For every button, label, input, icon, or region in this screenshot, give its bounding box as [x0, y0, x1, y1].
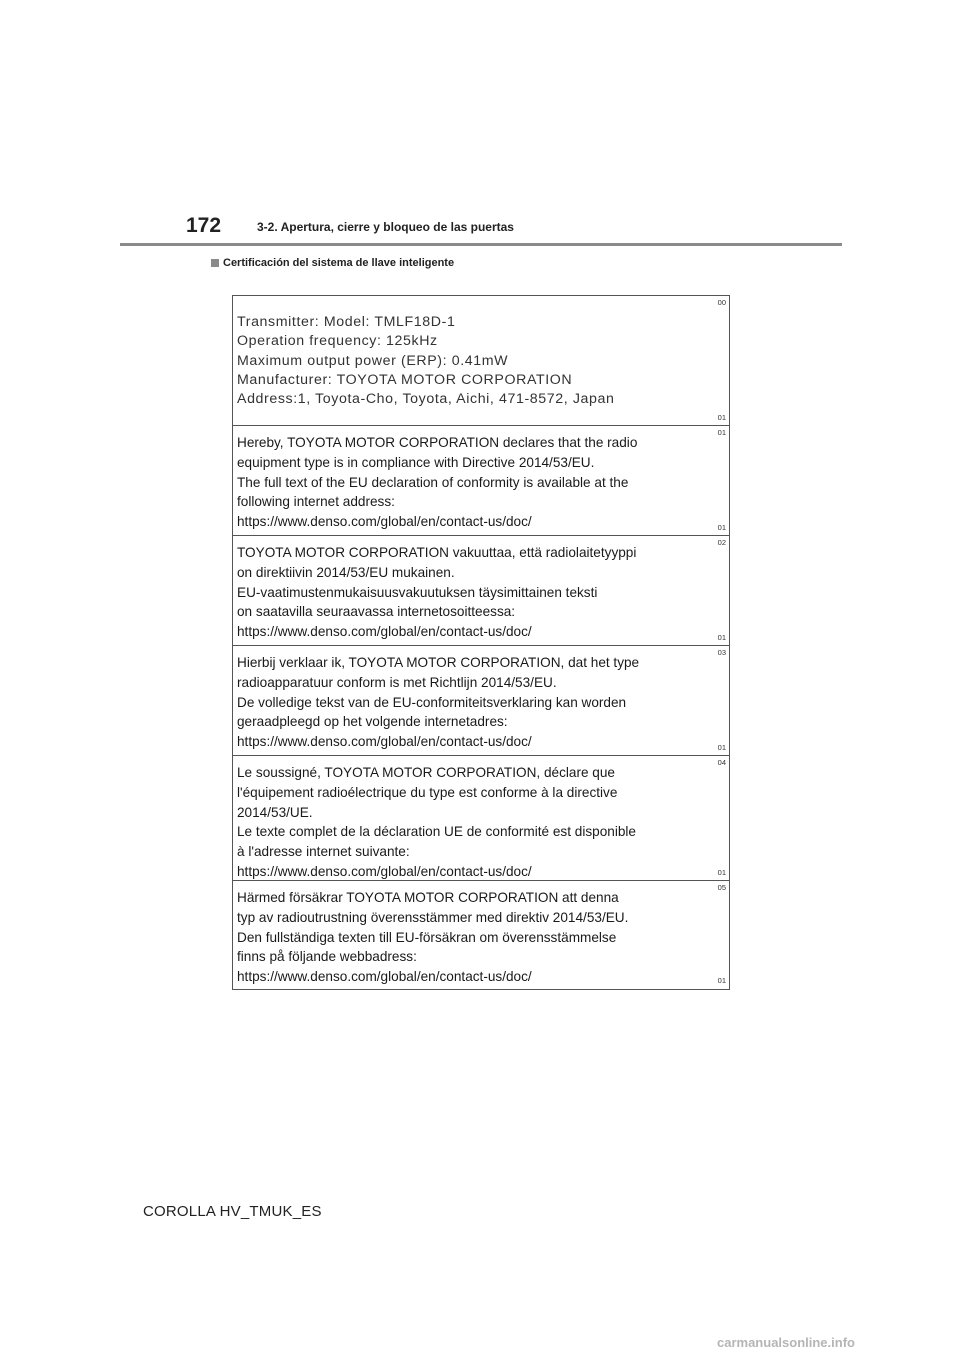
panel-text: TOYOTA MOTOR CORPORATION vakuuttaa, että radiolaitetyyppi on direktiivin 2014/53/EU mukainen. EU-vaatimustenmukaisuusvakuutuksen täysimittainen teksti on saatavilla seuraavassa internetosoitteessa: https://www.denso.com/global/en/contact-us/doc/ [237, 545, 637, 640]
watermark: carmanualsonline.info [717, 1335, 855, 1350]
square-bullet-icon [211, 259, 219, 267]
cert-panel-swedish [233, 880, 729, 988]
panel-code-top: 04 [717, 758, 726, 767]
panel-code-bottom: 01 [717, 523, 726, 532]
panel-code-bottom: 01 [717, 868, 726, 877]
cert-panel-finnish [233, 535, 729, 645]
panel-code-top: 05 [717, 883, 726, 892]
section-heading-label: Certificación del sistema de llave inteligente [223, 257, 455, 269]
header-rule [120, 243, 842, 246]
cert-panel-transmitter [233, 296, 729, 425]
panel-code-bottom: 01 [717, 633, 726, 642]
panel-text: Hierbij verklaar ik, TOYOTA MOTOR CORPORATION, dat het type radioapparatuur conform is met Richtlijn 2014/53/EU. De volledige tekst van de EU-conformiteitsverklaring kan worden geraadpleegd op het volgende internetadres: https://www.denso.com/global/en/contact-us/doc/ [237, 655, 640, 750]
panel-text: Härmed försäkrar TOYOTA MOTOR CORPORATION att denna typ av radioutrustning överensstämmer med direktiv 2014/53/EU. Den fullständiga texten till EU-försäkran om överensstämmelse finns på följande webbadress: https://www.denso.com/global/en/contact-us/doc/ [237, 890, 629, 985]
panel-text: Le soussigné, TOYOTA MOTOR CORPORATION, déclare que l'équipement radioélectrique du type est conforme à la directive 2014/53/UE. Le texte complet de la déclaration UE de conformité est disponible à l'adresse internet suivante: https://www.denso.com/global/en/contact-us/doc/ [237, 765, 636, 879]
panel-code-bottom: 01 [717, 976, 726, 985]
section-heading [211, 257, 454, 269]
panel-text: Hereby, TOYOTA MOTOR CORPORATION declares that the radio equipment type is in compliance with Directive 2014/53/EU. The full text of the EU declaration of conformity is available at the following internet address: https://www.denso.com/global/en/contact-us/doc/ [237, 435, 638, 530]
cert-panel-french [233, 755, 729, 880]
panel-code-bottom: 01 [717, 743, 726, 752]
footer-model-code: COROLLA HV_TMUK_ES [143, 1203, 322, 1220]
chapter-title: 3-2. Apertura, cierre y bloqueo de las puertas [257, 220, 514, 234]
cert-panel-dutch [233, 645, 729, 755]
panel-code-top: 02 [717, 538, 726, 547]
panel-code-bottom: 01 [717, 413, 726, 422]
certificate-box [232, 295, 730, 990]
cert-panel-english [233, 425, 729, 535]
panel-code-top: 00 [717, 298, 726, 307]
panel-code-top: 03 [717, 648, 726, 657]
panel-code-top: 01 [717, 428, 726, 437]
panel-text: Transmitter: Model: TMLF18D-1 Operation frequency: 125kHz Maximum output power (ERP): 0.41mW Manufacturer: TOYOTA MOTOR CORPORATION Address:1, Toyota-Cho, Toyota, Aichi, 471-8572, Japan [237, 314, 615, 408]
page-number: 172 [186, 214, 222, 237]
